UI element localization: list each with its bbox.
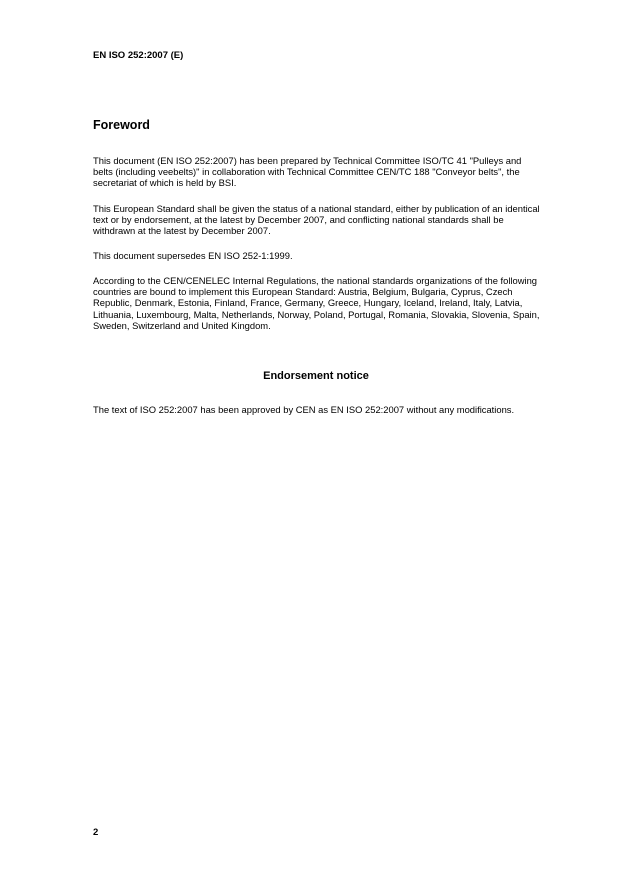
foreword-paragraph-3: This document supersedes EN ISO 252-1:1999. — [93, 250, 293, 261]
foreword-paragraph-4: According to the CEN/CENELEC Internal Regulations, the national standards organizations of the following countries are bound to implement this European Standard: Austria, Belgium, Bulgaria, Cyprus, Czech Republic, Denmark, Estonia, Finland, France, Germany, Greece, Hungary, Iceland, Ireland, Italy, Latvia, Lithuania, Luxembourg, Malta, Netherlands, Norway, Poland, Portugal, Romania, Slovakia, Slovenia, Spain, Sweden, Switzerland and United Kingdom. — [93, 275, 540, 331]
endorsement-heading: Endorsement notice — [263, 370, 369, 382]
foreword-paragraph-1: This document (EN ISO 252:2007) has been prepared by Technical Committee ISO/TC 41 "Pulleys and belts (including veebelts)" in collaboration with Technical Committee CEN/TC 188 "Conveyor belts", the secretariat of which is held by BSI. — [93, 155, 522, 189]
foreword-paragraph-2: This European Standard shall be given the status of a national standard, either by publication of an identical text or by endorsement, at the latest by December 2007, and conflicting national standards shall be withdrawn at the latest by December 2007. — [93, 203, 540, 237]
document-reference: EN ISO 252:2007 (E) — [93, 50, 184, 61]
page-number: 2 — [93, 827, 99, 838]
foreword-heading: Foreword — [93, 118, 150, 132]
endorsement-text: The text of ISO 252:2007 has been approved by CEN as EN ISO 252:2007 without any modifications. — [93, 404, 515, 415]
